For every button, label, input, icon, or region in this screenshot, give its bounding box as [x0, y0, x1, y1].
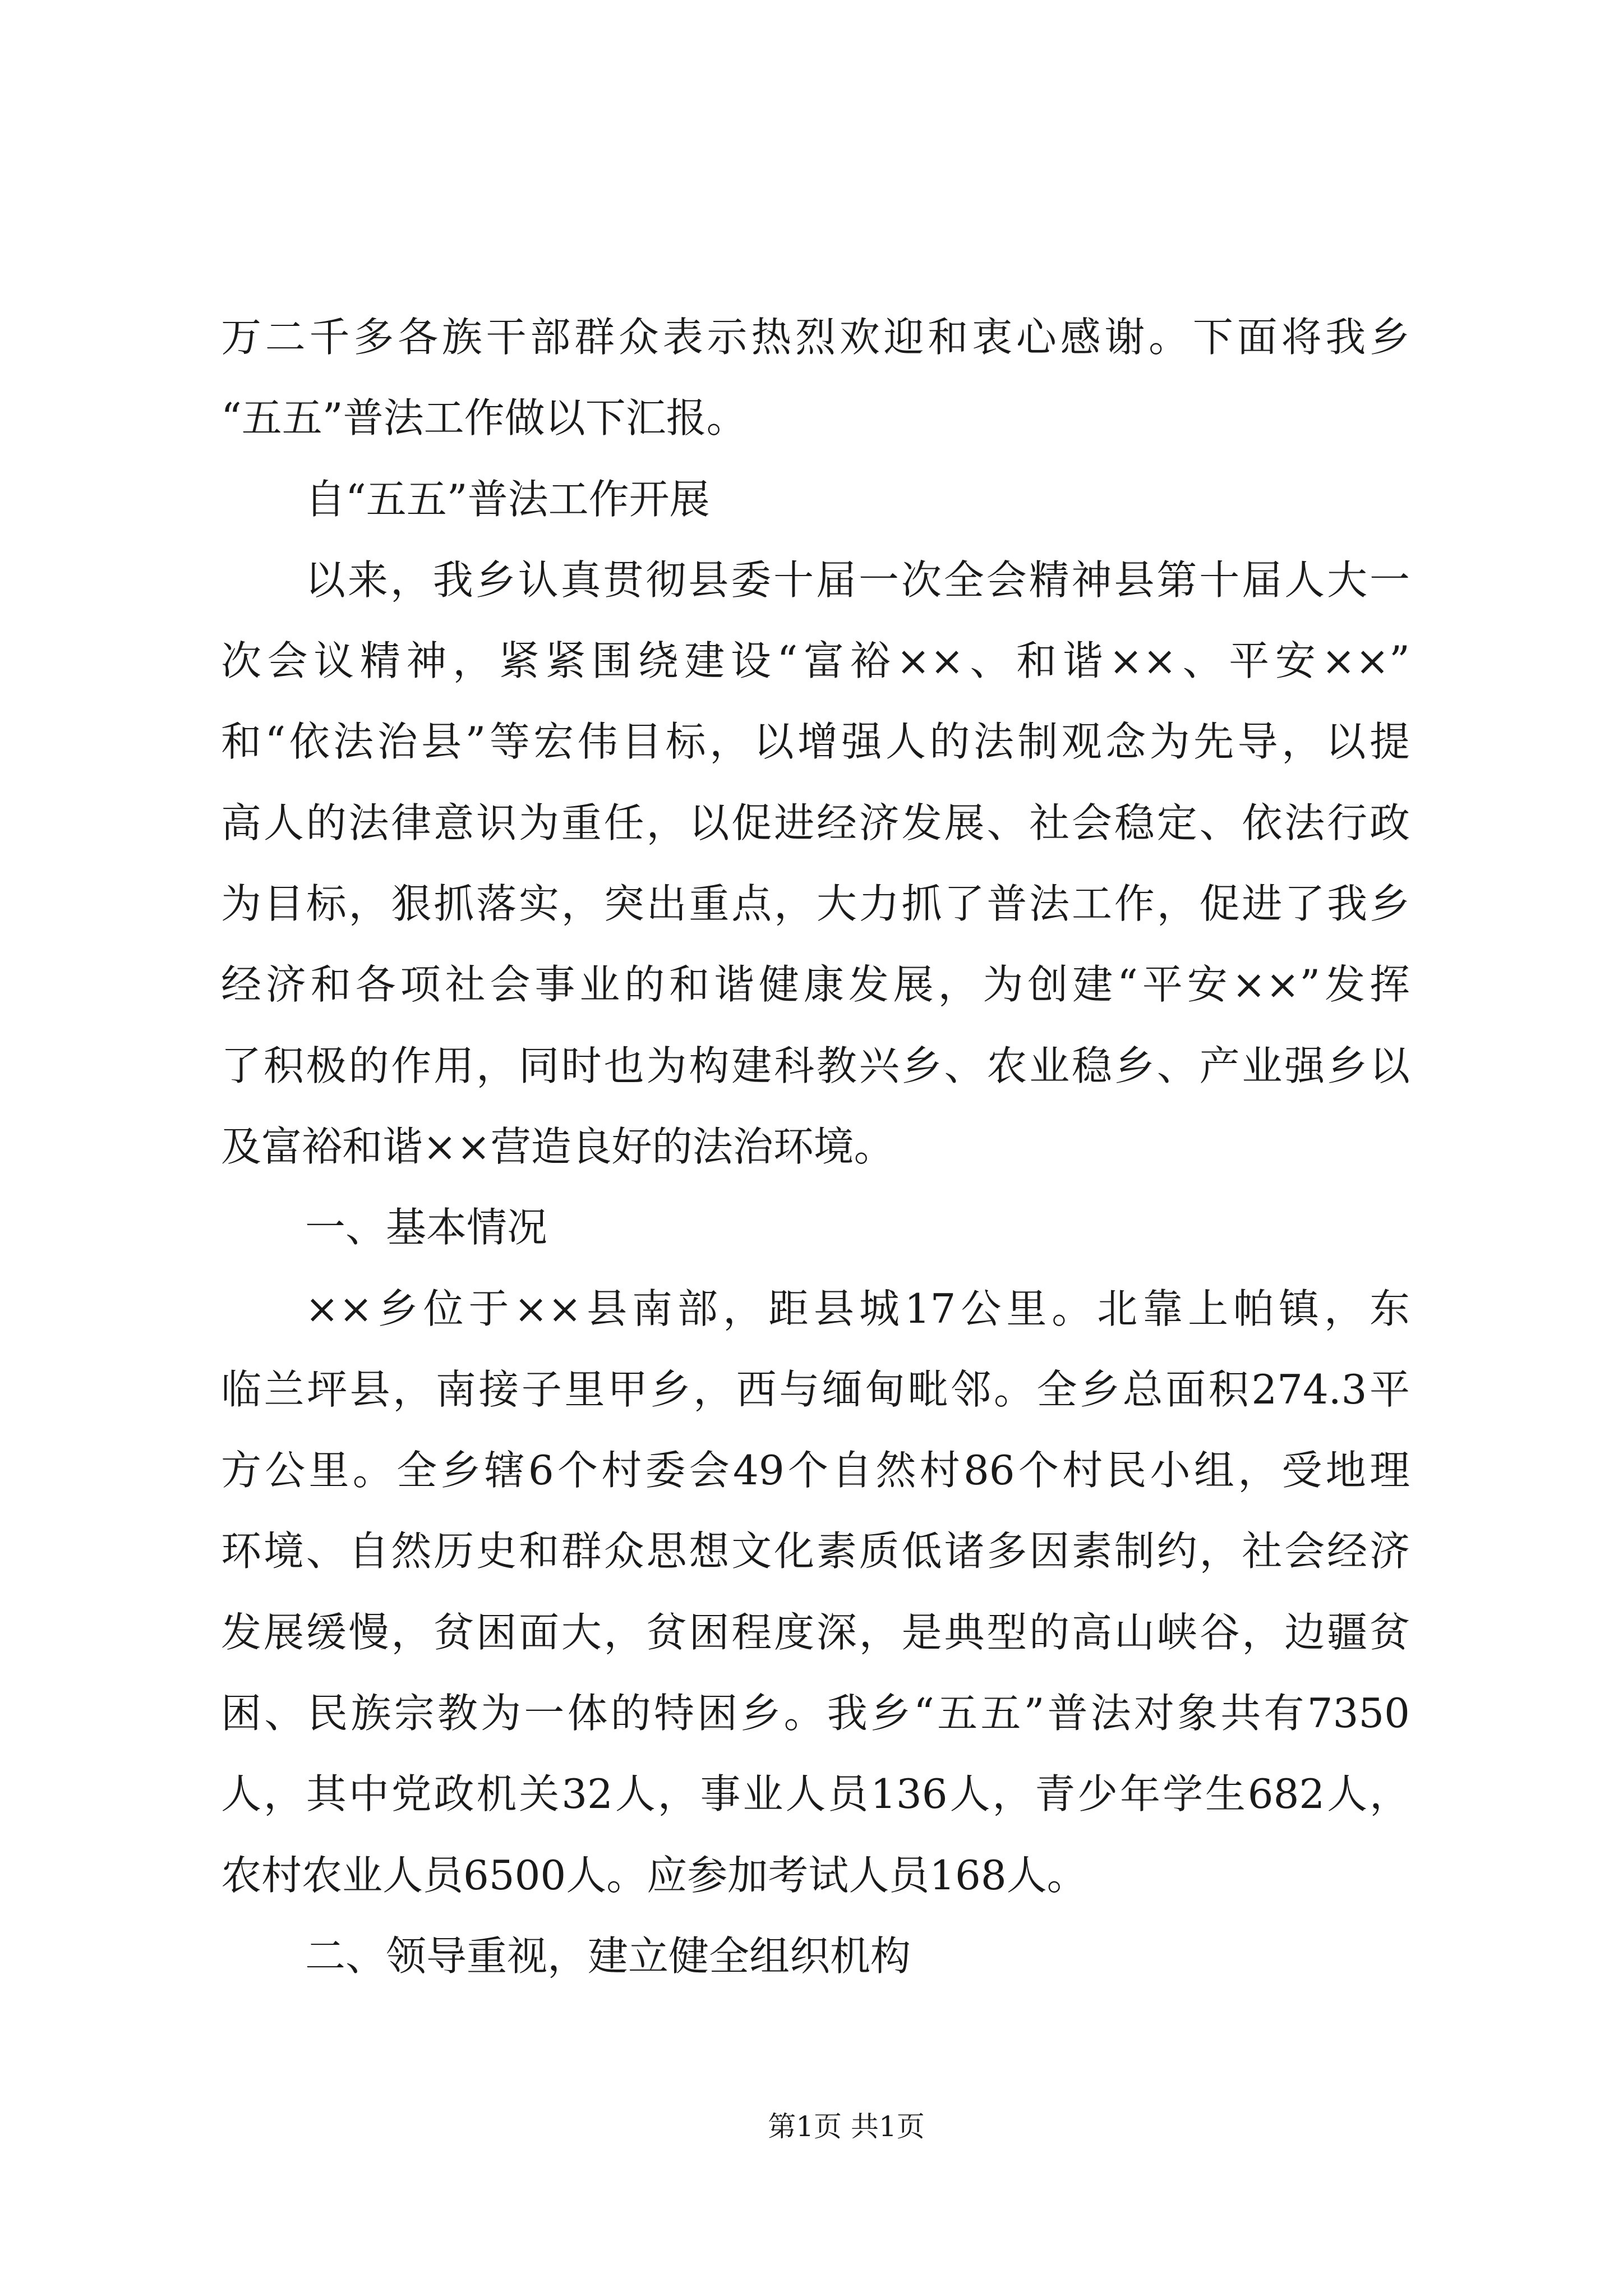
body-text-line: ××乡位于××县南部，距县城17公里。北靠上帕镇，东	[305, 1285, 1410, 1332]
body-text-line: 方公里。全乡辖6个村委会49个自然村86个村民小组，受地理	[221, 1447, 1410, 1494]
body-text-line: “五五”普法工作做以下汇报。	[221, 394, 747, 442]
body-text-line: 为目标，狠抓落实，突出重点，大力抓了普法工作，促进了我乡	[221, 880, 1410, 928]
section-heading: 二、领导重视，建立健全组织机构	[305, 1932, 911, 1980]
page-footer: 第1页 共1页	[768, 2110, 925, 2143]
body-text-line: 农村农业人员6500人。应参加考试人员168人。	[221, 1851, 1087, 1899]
body-text-line: 和“依法治县”等宏伟目标，以增强人的法制观念为先导，以提	[221, 718, 1410, 766]
body-text-line: 高人的法律意识为重任，以促进经济发展、社会稳定、依法行政	[221, 799, 1410, 846]
body-text-line: 次会议精神，紧紧围绕建设“富裕××、和谐××、平安××”	[221, 637, 1410, 685]
body-text-line: 困、民族宗教为一体的特困乡。我乡“五五”普法对象共有7350	[221, 1690, 1410, 1737]
body-text-line: 经济和各项社会事业的和谐健康发展，为创建“平安××”发挥	[221, 961, 1410, 1009]
body-text-line: 及富裕和谐××营造良好的法治环境。	[221, 1122, 895, 1170]
body-text-line: 环境、自然历史和群众思想文化素质低诸多因素制约，社会经济	[221, 1527, 1410, 1575]
body-text-line: 了积极的作用，同时也为构建科教兴乡、农业稳乡、产业强乡以	[221, 1042, 1410, 1089]
body-text-line: 发展缓慢，贫困面大，贫困程度深，是典型的高山峡谷，边疆贫	[221, 1608, 1410, 1656]
body-text-line: 以来，我乡认真贯彻县委十届一次全会精神县第十届人大一	[305, 556, 1410, 604]
body-text-line: 临兰坪县，南接子里甲乡，西与缅甸毗邻。全乡总面积274.3平	[221, 1365, 1410, 1413]
section-heading: 一、基本情况	[305, 1204, 548, 1251]
body-text-line: 自“五五”普法工作开展	[305, 475, 710, 523]
body-text-line: 万二千多各族干部群众表示热烈欢迎和衷心感谢。下面将我乡	[221, 314, 1410, 361]
body-text	[221, 297, 1410, 1996]
body-text-line: 人，其中党政机关32人，事业人员136人，青少年学生682人，	[221, 1770, 1410, 1818]
